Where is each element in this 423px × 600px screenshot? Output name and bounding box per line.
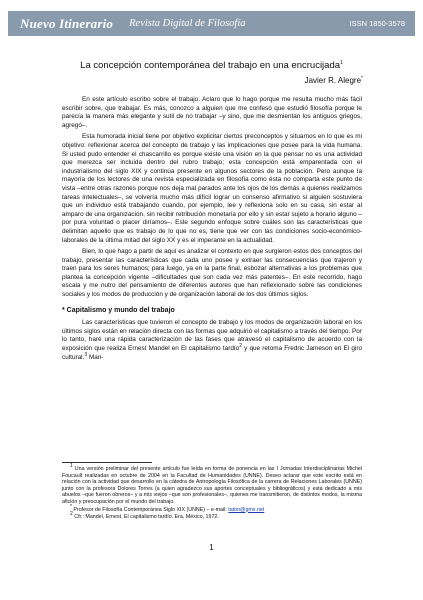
footnote-2 <box>62 511 362 521</box>
footnotes <box>62 462 362 522</box>
section-paragraph-text: Man- <box>87 353 104 361</box>
footnote-mark: 2 <box>239 342 242 349</box>
author-email-link[interactable]: taton@gmx.net <box>228 506 265 513</box>
footnote-text: Profesor de Filosofía Contemporánea Siglo XIX (UNNE) – e-mail: <box>71 506 229 513</box>
footnote-mark: 1 <box>70 463 73 470</box>
journal-issn: ISSN 1850-3578 <box>349 19 405 28</box>
article-author <box>305 76 363 85</box>
page-number: 1 <box>209 543 214 552</box>
footnote-1 <box>62 463 362 506</box>
body-paragraph: Bien, lo que hago a partir de aquí es analizar el contexto en que surgieron estos dos conceptos del trabajo, presentar las características que cada uno posee y extraer las consecuencias que trajeron y traen para los seres humanos; para luego, ya en la parte final, esbozar alternativas a los problemas que plantea la concepción vigente –dificultades que son cada vez más patentes–. En este recorrido, hago escala y me nutro del pensamiento de diferentes autores que han reflexionado sobre las condiciones sociales y los modos de producción y de organización laboral de los dos últimos siglos. <box>62 248 362 299</box>
article-title-text: La concepción contemporánea del trabajo en una encrucijada <box>80 60 341 71</box>
section-paragraph-text: y que retoma Fredric Jameson en El giro cultural. <box>62 345 363 361</box>
footnote-text: Una versión preliminar del presente artículo fue leída en forma de ponencia en las I Jornadas Interdisciplinarias Michel Foucault realizadas en octubre de 2004 en la Facultad de Humanidades (UNNE). Deseo aclarar que este escrito está en relación con la actividad que desarrollo en la cátedra de Antropología Filosófica de la carrera de Relaciones Laborales (UNNE) junto con la profesora Dolores Torres (a quien agradezco sus aportes conceptuales y bibliográficos) y está dedicado a mis abuelos –que fueron obreros– y a mis viejos –que son profesionales–, quienes me transmitieron, de distintos modos, la misma afición y preocupación por el mundo del trabajo. <box>62 466 362 505</box>
body-paragraph <box>62 319 362 362</box>
footnote-mark: * <box>70 503 72 510</box>
title-footnote-mark: 1 <box>340 59 343 66</box>
article-title <box>0 60 423 71</box>
section-paragraph-text: Las características que tuvieron el concepto de trabajo y los modos de organización laboral en los últimos siglos están en relación directa con las formas que adquirió el capitalismo a través del tiempo. Por lo tanto, haré una rápida caracterización de las fases que atravesó el capitalismo de acuerdo con la exposición que realiza Ernest Mandel en El capitalismo tardío <box>62 319 362 353</box>
author-name: Javier R. Alegre <box>304 76 362 85</box>
section-heading: * Capitalismo y mundo del trabajo <box>62 306 175 314</box>
journal-header-banner <box>8 11 415 36</box>
article-body <box>62 96 362 365</box>
journal-subtitle: Revista Digital de Filosofía <box>129 18 246 29</box>
journal-name: Nuevo Itinerario <box>20 15 114 31</box>
footnote-author <box>62 503 362 514</box>
footnote-mark: 2 <box>70 511 73 518</box>
body-paragraph: En este artículo escribo sobre el trabajo. Aclaro que lo hago porque me resulta mucho más fácil escribir sobre, que trabajar. Es más, conozco a alguien que me confesó que estudió filosofía porque le parecía la manera más elegante y sutil de no trabajar –y sino, que me desmientan los antiguos griegos, agregó–. <box>62 96 362 129</box>
footnote-mark: 3 <box>84 351 88 358</box>
footnote-text: Cfr.: Mandel, Ernest. El capitalismo tardío. Era, México, 1972. <box>72 514 219 521</box>
author-footnote-mark: * <box>361 75 363 82</box>
body-paragraph: Esta humorada inicial tiene por objetivo explicitar ciertos preconceptos y situarnos en lo que es mi objetivo: reflexionar acerca del concepto de trabajo y las implicaciones que posee para la vida humana. Si usted pudo entender el chascarrillo es porque existe una visión en la que pensar no es una actividad que merezca ser incluida dentro del rubro trabajo; esta concepción está emparentada con el industrialismo del siglo XIX y continúa presente en algunos sectores de la población. Pero aunque la mayoría de los lectores de una revista especializada en filosofía como ésta no comparta este punto de vista –entre otras razones porque nos deja mal parados ante los ojos de los demás a quienes realizamos tareas intelectuales–, se volvería mucho más difícil lograr un consenso afirmativo si alguien sostuviera que un individuo está trabajando cuando, por ejemplo, lee y reflexiona solo en su casa, sin estar al amparo de una organización, sin recibir retribución monetaria por ello y sin estar sujeto a horario alguno –por pura voluntad o placer diríamos–. Este segundo enfoque sobre cuáles son las características que delimitan aquello que es trabajo de lo que no es, tiene que ver con las condiciones socio-económico-laborales de la última mitad del siglo XX y es el imperante en la actualidad. <box>62 133 362 244</box>
footnote-divider <box>62 462 152 463</box>
